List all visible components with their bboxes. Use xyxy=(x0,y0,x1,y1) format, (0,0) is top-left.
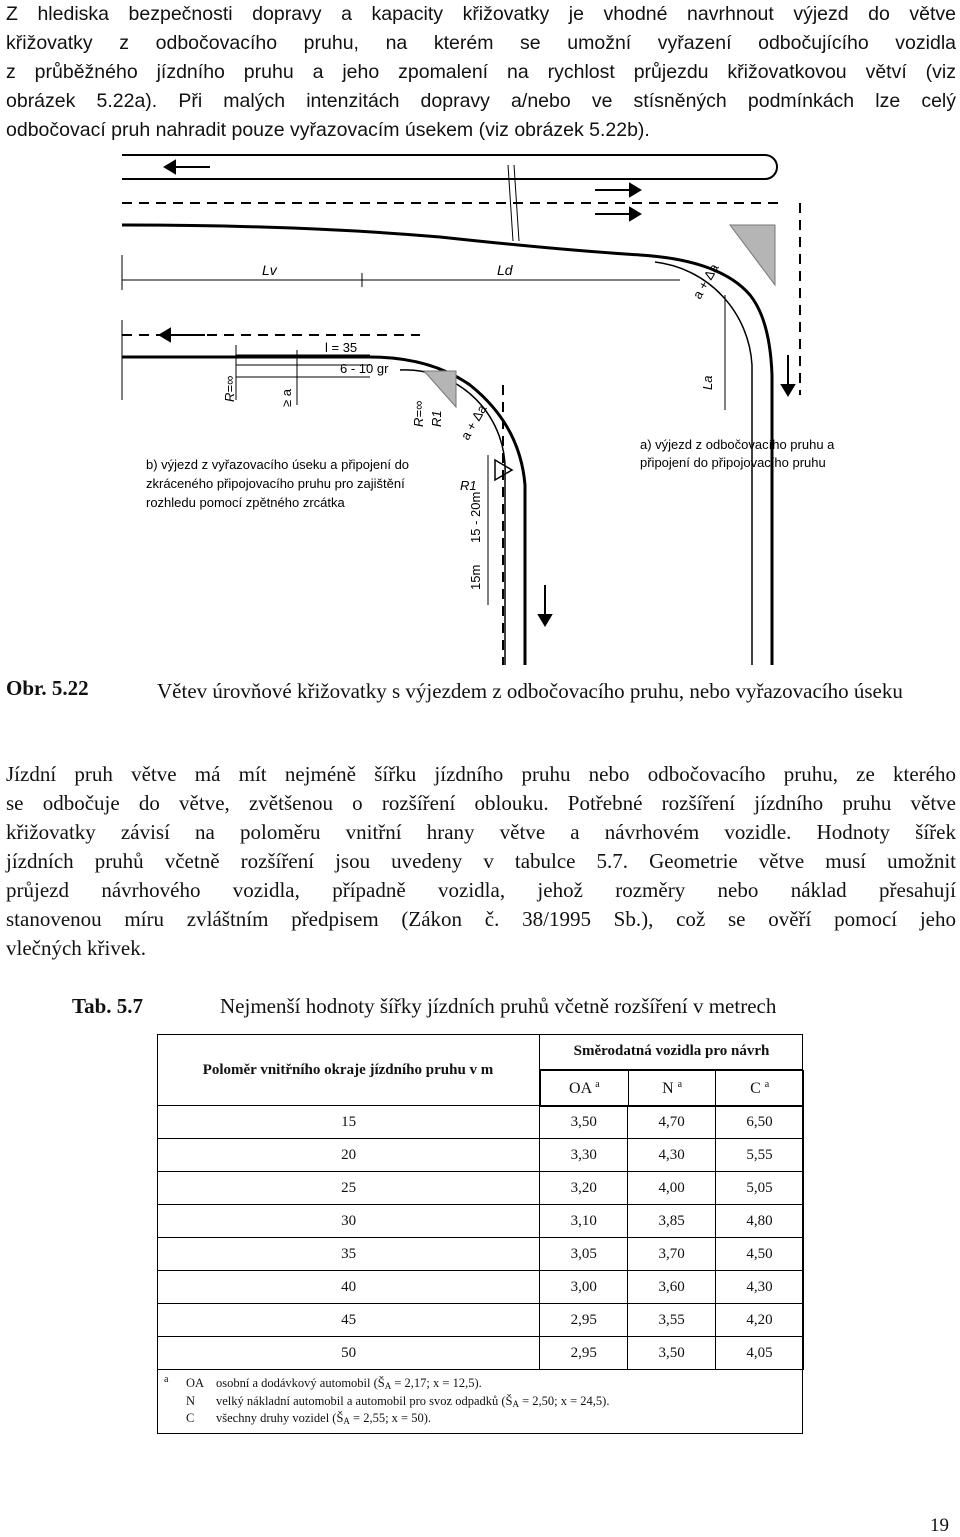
junction-diagram xyxy=(0,145,960,665)
label-15-20m: 15 - 20m xyxy=(468,491,483,543)
col-header-oa: OA $^a$ xyxy=(541,1071,629,1107)
label-l35: l = 35 xyxy=(325,340,358,355)
label-ge-a: ≥ a xyxy=(279,389,294,407)
figure-caption-text: Větev úrovňové křižovatky s výjezdem z odbočovacího pruhu, nebo vyřazovacího úseku xyxy=(157,679,903,703)
table-row: 15 3,50 4,70 6,50 xyxy=(158,1106,804,1139)
table-label: Tab. 5.7 xyxy=(72,994,144,1018)
traffic-island-a xyxy=(730,225,775,285)
label-ld: Ld xyxy=(497,262,513,278)
table-row: 40 3,00 3,60 4,30 xyxy=(158,1271,804,1304)
label-r-inf-1: R=∞ xyxy=(222,375,237,402)
traffic-island-b xyxy=(424,371,456,407)
body-line: se odbočuje do větve, zvětšenou o rozšíření oblouku. Potřebné rozšíření jízdního pruhu větve xyxy=(6,791,956,815)
note-a-line2: připojení do připojovacího pruhu xyxy=(640,455,826,470)
label-gr: 6 - 10 gr xyxy=(340,361,389,376)
note-b-line3: rozhledu pomocí zpětného zrcátka xyxy=(146,495,345,510)
road-edge-top xyxy=(122,155,777,179)
label-15m: 15m xyxy=(468,564,483,590)
table-row: 50 2,95 3,50 4,05 xyxy=(158,1337,804,1370)
data-table-body xyxy=(157,1105,804,1370)
table-row: 45 2,95 3,55 4,20 xyxy=(158,1304,804,1337)
table-row: 35 3,05 3,70 4,50 xyxy=(158,1238,804,1271)
body-line: Jízdní pruh větve má mít nejméně šířku jízdního pruhu nebo odbočovacího pruhu, ze kterého xyxy=(6,762,956,786)
note-b-line1: b) výjezd z vyřazovacího úseku a připojení do xyxy=(146,457,410,472)
table-row: 25 3,20 4,00 5,05 xyxy=(158,1172,804,1205)
intro-line: odbočovací pruh nahradit pouze vyřazovacím úsekem (viz obrázek 5.22b). xyxy=(6,119,650,141)
data-table xyxy=(540,1070,804,1107)
col-header-n: N $^a$ xyxy=(628,1071,716,1107)
label-r1-b: R1 xyxy=(460,478,477,493)
intro-paragraph xyxy=(6,0,956,145)
body-line: jízdních pruhů včetně rozšíření jsou uvedeny v tabulce 5.7. Geometrie větve musí umožnit xyxy=(6,849,956,873)
header-vehicles: Směrodatná vozidla pro návrh xyxy=(540,1034,803,1070)
col-header-c: C $^a$ xyxy=(716,1071,804,1107)
table-row: 20 3,30 4,30 5,55 xyxy=(158,1139,804,1172)
body-line: vlečných křivek. xyxy=(6,936,146,960)
note-a-line1: a) výjezd z odbočovacího pruhu a xyxy=(640,437,835,452)
page-number: 19 xyxy=(930,1515,949,1536)
body-line: průjezd návrhového vozidla, případně vozidla, jehož rozměry nebo náklad přesahují xyxy=(6,878,956,902)
body-line: křižovatky závisí na poloměru vnitřní hrany větve a návrhovém vozidle. Hodnoty šířek xyxy=(6,820,956,844)
intro-line: křižovatky z odbočovacího pruhu, na kterém se umožní vyřazení odbočujícího vozidla xyxy=(6,32,956,54)
figure-caption-label: Obr. 5.22 xyxy=(6,676,89,700)
road-edge-branch-b xyxy=(122,357,525,665)
label-a-delta-1: a + Δa xyxy=(689,261,722,302)
label-r1-a: R1 xyxy=(429,410,444,427)
body-paragraph xyxy=(6,760,956,963)
body-line: stanovenou míru zvláštním předpisem (Zákon č. 38/1995 Sb.), což se ověří pomocí jeho xyxy=(6,907,956,931)
intro-line: z průběžného jízdního pruhu a jeho zpomalení na rychlost průjezdu křižovatkovou větví (viz xyxy=(6,61,956,83)
table-title: Nejmenší hodnoty šířky jízdních pruhů včetně rozšíření v metrech xyxy=(220,994,777,1018)
note-b-line2: zkráceného připojovacího pruhu pro zajištění xyxy=(146,476,405,491)
header-radius: Poloměr vnitřního okraje jízdního pruhu v m xyxy=(157,1034,540,1106)
label-a-delta-2: a + Δa xyxy=(457,402,490,443)
intro-line: obrázek 5.22a). Při malých intenzitách dopravy a/nebo ve stísněných podmínkách lze celý xyxy=(6,90,956,112)
label-r-inf-2: R=∞ xyxy=(411,400,426,427)
table-row: 30 3,10 3,85 4,80 xyxy=(158,1205,804,1238)
intro-line: Z hlediska bezpečnosti dopravy a kapacity křižovatky je vhodné navrhnout výjezd do větve xyxy=(6,3,956,25)
label-lv: Lv xyxy=(262,262,277,278)
label-la: La xyxy=(700,375,715,390)
